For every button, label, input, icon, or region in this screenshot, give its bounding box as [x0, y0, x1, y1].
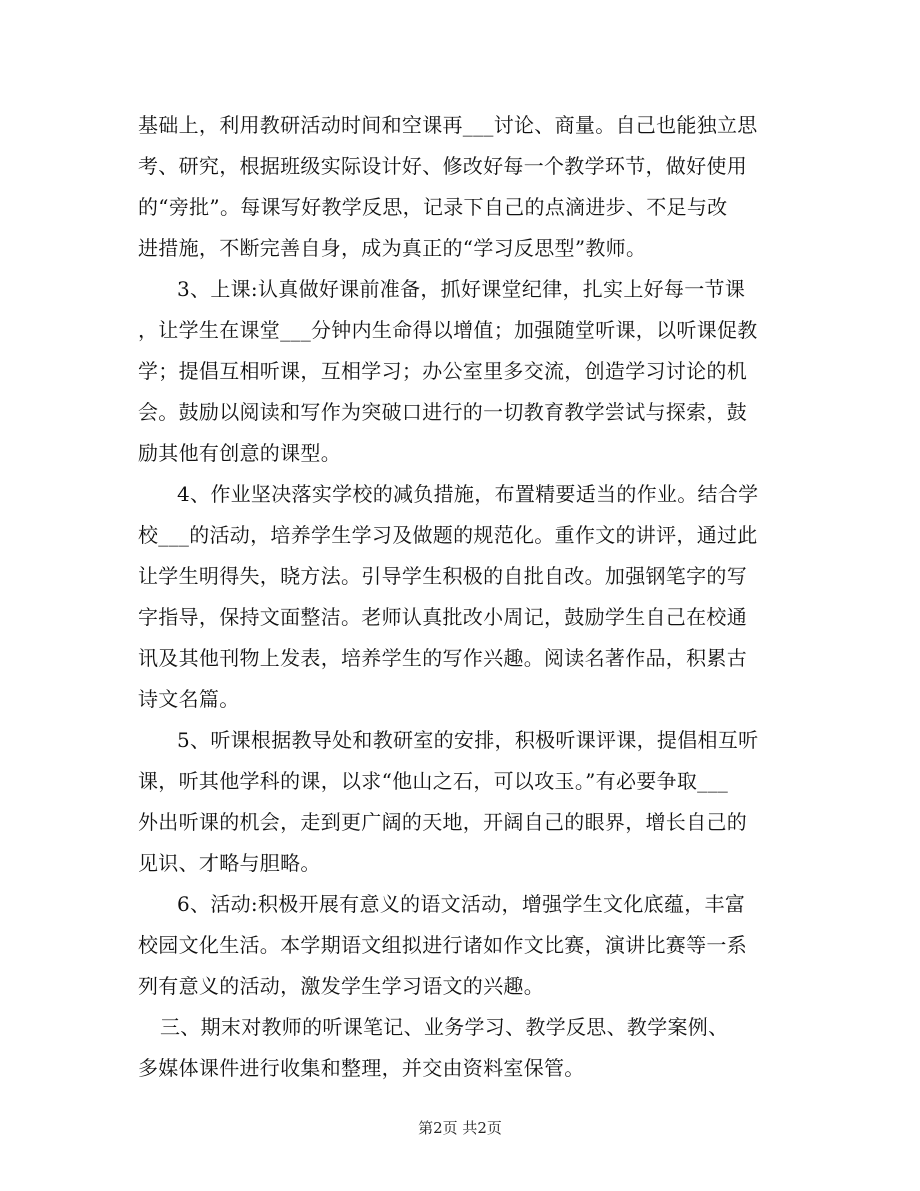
text-line: 的“旁批”。每课写好教学反思，记录下自己的点滴进步、不足与改: [138, 195, 728, 219]
text-line: 校园文化生活。本学期语文组拟进行诸如作文比赛，演讲比赛等一系: [138, 933, 747, 957]
text-line: ，让学生在课堂___分钟内生命得以增值；加强随堂听课，以听课促教: [138, 318, 758, 342]
text-line: 会。鼓励以阅读和写作为突破口进行的一切教育教学尝试与探索，鼓: [138, 400, 747, 424]
text-line: 三、期末对教师的听课笔记、业务学习、教学反思、教学案例、: [160, 1015, 729, 1039]
text-line: 6、活动:积极开展有意义的语文活动，增强学生文化底蕴，丰富: [177, 892, 746, 916]
text-line: 考、研究，根据班级实际设计好、修改好每一个教学环节，做好使用: [138, 154, 747, 178]
text-line: 多媒体课件进行收集和整理，并交由资料室保管。: [138, 1056, 585, 1080]
text-line: 学；提倡互相听课，互相学习；办公室里多交流，创造学习讨论的机: [138, 359, 747, 383]
text-line: 校___的活动，培养学生学习及做题的规范化。重作文的讲评，通过此: [138, 523, 758, 547]
text-line: 励其他有创意的课型。: [138, 441, 341, 465]
text-line: 外出听课的机会，走到更广阔的天地，开阔自己的眼界，增长自己的: [138, 810, 747, 834]
text-line: 进措施，不断完善自身，成为真正的“学习反思型”教师。: [138, 236, 647, 260]
text-line: 列有意义的活动，激发学生学习语文的兴趣。: [138, 974, 544, 998]
text-line: 3、上课:认真做好课前准备，抓好课堂纪律，扎实上好每一节课: [177, 277, 746, 301]
page-number: 第2页 共2页: [418, 1119, 502, 1137]
text-line: 见识、才略与胆略。: [138, 851, 321, 875]
text-line: 字指导，保持文面整洁。老师认真批改小周记，鼓励学生自己在校通: [138, 605, 747, 629]
text-line: 课，听其他学科的课，以求“他山之石，可以攻玉。”有必要争取___: [138, 769, 729, 793]
text-line: 4、作业坚决落实学校的减负措施，布置精要适当的作业。结合学: [177, 482, 759, 506]
text-line: 讯及其他刊物上发表，培养学生的写作兴趣。阅读名著作品，积累古: [138, 646, 747, 670]
text-line: 5、听课根据教导处和教研室的安排，积极听课评课，提倡相互听: [177, 728, 759, 752]
text-line: 基础上，利用教研活动时间和空课再___讨论、商量。自己也能独立思: [138, 113, 758, 137]
text-line: 诗文名篇。: [138, 687, 240, 711]
text-line: 让学生明得失，晓方法。引导学生积极的自批自改。加强钢笔字的写: [138, 564, 747, 588]
